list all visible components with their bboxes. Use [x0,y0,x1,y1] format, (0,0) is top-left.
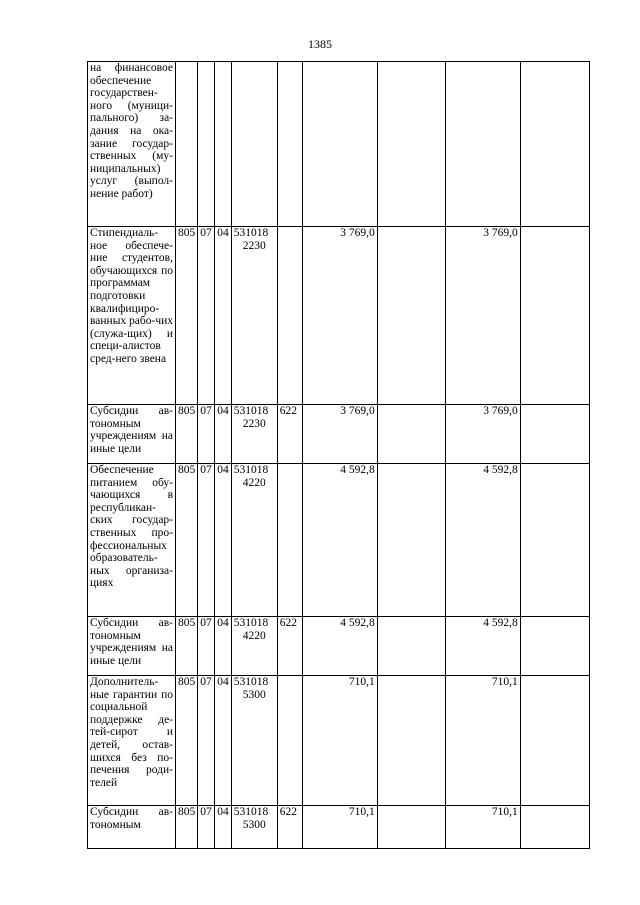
section-code-cell: 07 [198,676,215,806]
expense-type-cell: 622 [277,806,302,849]
expense-type-cell [277,676,302,806]
target-article-cell [231,62,277,227]
total-amount-cell: 3 769,0 [302,227,377,405]
subsection-code-cell: 04 [215,464,232,617]
ministry-code-cell [176,62,198,227]
target-article-line1: 531018 [233,405,269,417]
target-article-cell [231,617,277,676]
amount-cell: 3 769,0 [445,405,520,464]
target-article-cell [231,676,277,806]
amount-cell [520,405,589,464]
expense-type-cell [277,62,302,227]
amount-cell [520,676,589,806]
amount-cell [377,617,445,676]
table-row [88,676,590,806]
amount-cell [377,227,445,405]
subsection-code-cell: 04 [215,617,232,676]
amount-cell [520,617,589,676]
amount-cell [377,676,445,806]
amount-cell [377,464,445,617]
total-amount-cell: 4 592,8 [302,617,377,676]
budget-table [87,61,590,849]
ministry-code-cell: 805 [176,464,198,617]
target-article-line1: 531018 [233,617,269,629]
section-code-cell: 07 [198,227,215,405]
amount-cell [377,806,445,849]
ministry-code-cell: 805 [176,617,198,676]
amount-cell [520,227,589,405]
target-article-line2: 5300 [242,688,266,701]
page-number: 1385 [308,37,332,51]
amount-cell: 3 769,0 [445,227,520,405]
total-amount-cell: 4 592,8 [302,464,377,617]
ministry-code-cell: 805 [176,806,198,849]
amount-cell [445,62,520,227]
amount-cell: 4 592,8 [445,617,520,676]
table-row [88,405,590,464]
expense-type-cell: 622 [277,617,302,676]
target-article-line2: 2230 [242,239,266,252]
table-row [88,62,590,227]
target-article-cell [231,227,277,405]
amount-cell [377,62,445,227]
ministry-code-cell: 805 [176,227,198,405]
table-body [88,62,590,849]
row-name-cell: Дополнитель-ные гарантии по социальной поддержке де-тей-сирот и детей, остав-шихся без по-печения роди-телей [88,676,176,806]
expense-type-cell [277,464,302,617]
target-article-line1: 531018 [233,464,269,476]
ministry-code-cell: 805 [176,676,198,806]
section-code-cell [198,62,215,227]
subsection-code-cell: 04 [215,227,232,405]
target-article-cell [231,464,277,617]
section-code-cell: 07 [198,464,215,617]
subsection-code-cell: 04 [215,405,232,464]
expense-type-cell [277,227,302,405]
table-row [88,617,590,676]
row-name-cell: Субсидии ав-тономным учреждениям на иные цели [88,617,176,676]
total-amount-cell: 710,1 [302,676,377,806]
amount-cell: 710,1 [445,806,520,849]
row-name-cell: Субсидии ав-тономным [88,806,176,849]
section-code-cell: 07 [198,806,215,849]
row-name-cell: Обеспечение питанием обу-чающихся в республикан-ских государ-ственных про-фессиональных образователь-ных организа-циях [88,464,176,617]
section-code-cell: 07 [198,405,215,464]
total-amount-cell [302,62,377,227]
expense-type-cell: 622 [277,405,302,464]
section-code-cell: 07 [198,617,215,676]
row-name-cell: на финансовое обеспечение государствен-ного (муници-пального) за-дания на ока-зание государ-ственных (му-ниципальных) услуг (выпол-нение работ) [88,62,176,227]
amount-cell: 710,1 [445,676,520,806]
target-article-line2: 4220 [242,629,266,642]
row-name-cell: Стипендиаль-ное обеспече-ние студентов, обучающихся по программам подготовки квалифициро-ванных рабо-чих (служа-щих) и специ-алистов сред-него звена [88,227,176,405]
table-row [88,806,590,849]
subsection-code-cell [215,62,232,227]
target-article-line2: 4220 [242,476,266,489]
amount-cell [520,62,589,227]
total-amount-cell: 3 769,0 [302,405,377,464]
row-name-cell: Субсидии ав-тономным учреждениям на иные цели [88,405,176,464]
target-article-line1: 531018 [233,676,269,688]
amount-cell [520,806,589,849]
total-amount-cell: 710,1 [302,806,377,849]
target-article-line1: 531018 [233,806,269,818]
amount-cell [520,464,589,617]
table-row [88,227,590,405]
subsection-code-cell: 04 [215,676,232,806]
target-article-line1: 531018 [233,227,269,239]
ministry-code-cell: 805 [176,405,198,464]
target-article-line2: 5300 [242,818,266,831]
target-article-line2: 2230 [242,417,266,430]
target-article-cell [231,405,277,464]
subsection-code-cell: 04 [215,806,232,849]
amount-cell [377,405,445,464]
table-row [88,464,590,617]
target-article-cell [231,806,277,849]
amount-cell: 4 592,8 [445,464,520,617]
